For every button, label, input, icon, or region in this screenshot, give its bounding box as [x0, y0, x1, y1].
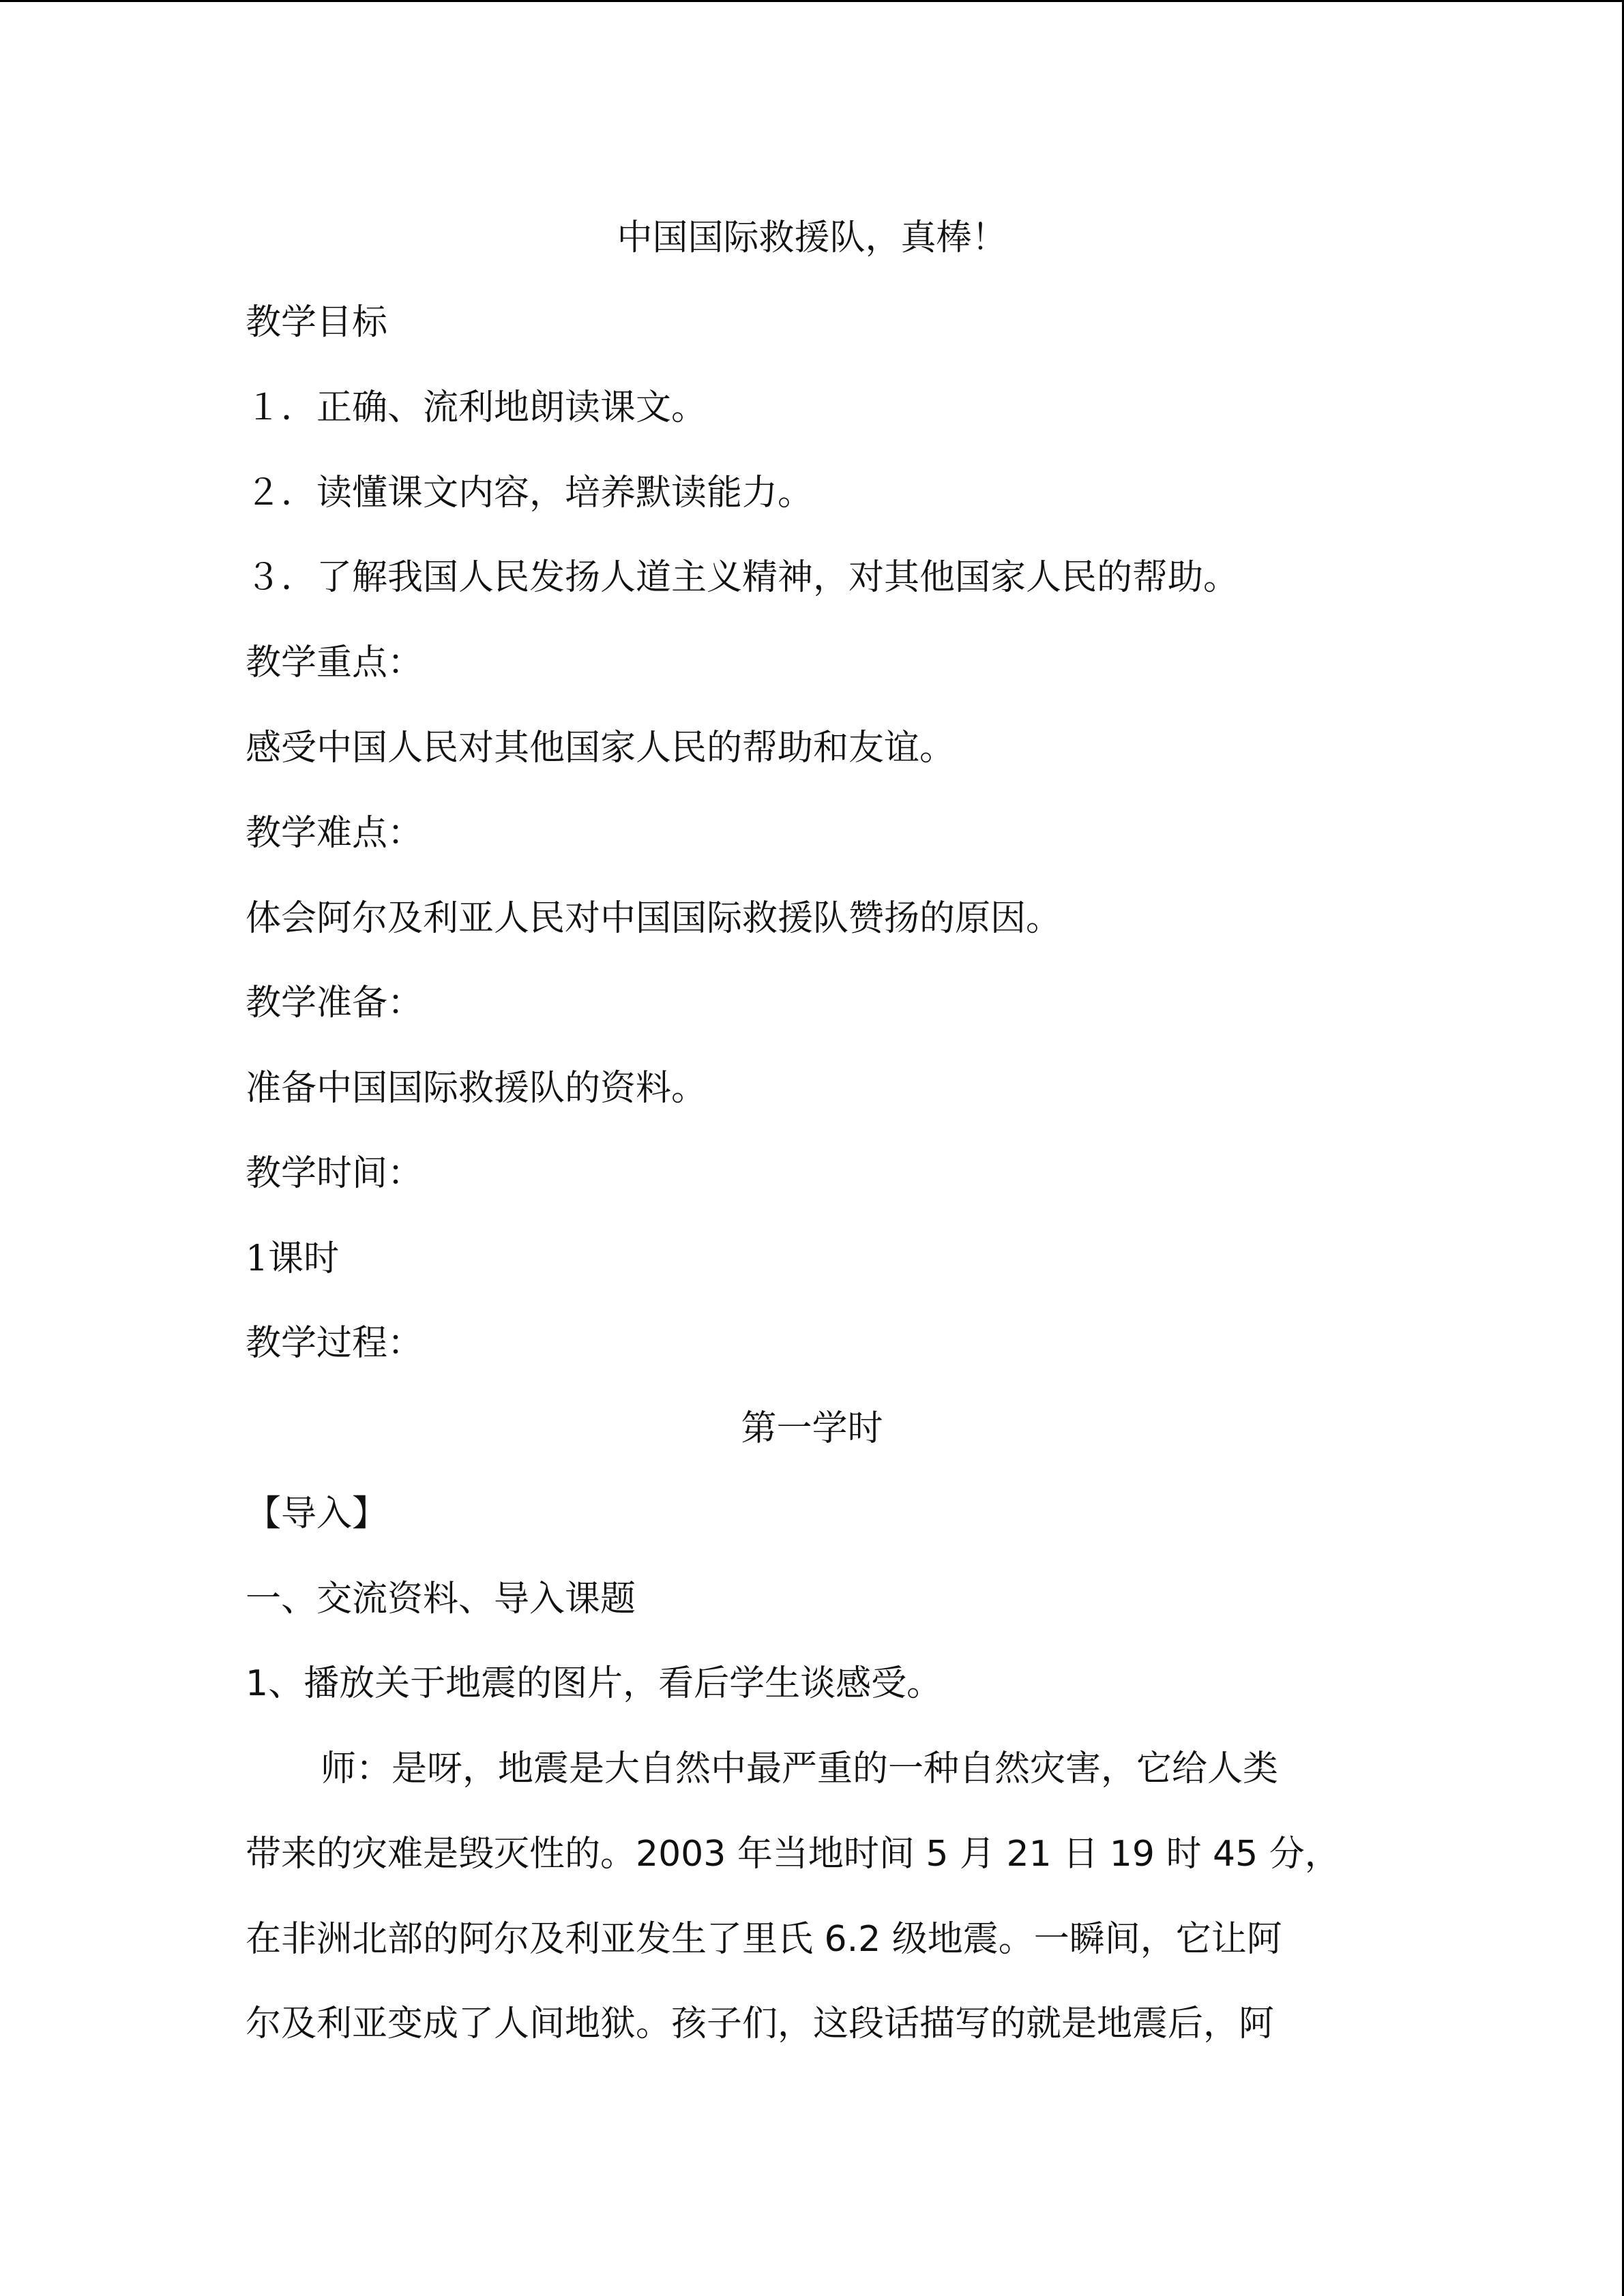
difficulty-heading: 教学难点： — [246, 813, 424, 854]
goal-item-2: ２．读懂课文内容，培养默读能力。 — [246, 473, 814, 513]
paragraph-line-1: 师：是呀，地震是大自然中最严重的一种自然灾害，它给人类 — [321, 1748, 1279, 1789]
step-one-text: 1、播放关于地震的图片，看后学生谈感受。 — [246, 1663, 943, 1704]
focus-heading: 教学重点： — [246, 642, 424, 683]
time-heading: 教学时间： — [246, 1153, 424, 1194]
goal-item-1: １．正确、流利地朗读课文。 — [246, 387, 707, 428]
session-heading: 第一学时 — [741, 1408, 883, 1449]
prep-text: 准备中国国际救援队的资料。 — [246, 1068, 707, 1109]
paragraph-line-4: 尔及利亚变成了人间地狱。孩子们，这段话描写的就是地震后，阿 — [246, 2003, 1275, 2044]
intro-heading: 【导入】 — [246, 1493, 388, 1534]
focus-text: 感受中国人民对其他国家人民的帮助和友谊。 — [246, 728, 956, 769]
difficulty-text: 体会阿尔及利亚人民对中国国际救援队赞扬的原因。 — [246, 898, 1062, 939]
paragraph-line-3: 在非洲北部的阿尔及利亚发生了里氏 6.2 级地震。一瞬间，它让阿 — [246, 1919, 1282, 1960]
page-top-border — [0, 0, 1624, 2]
goal-item-3: ３．了解我国人民发扬人道主义精神，对其他国家人民的帮助。 — [246, 557, 1239, 598]
process-heading: 教学过程： — [246, 1323, 424, 1364]
time-text: 1课时 — [246, 1238, 340, 1279]
paragraph-line-2: 带来的灾难是毁灭性的。2003 年当地时间 5 月 21 日 19 时 45 分， — [246, 1834, 1340, 1875]
document-title: 中国国际救援队，真棒！ — [617, 218, 1007, 258]
prep-heading: 教学准备： — [246, 983, 424, 1024]
goals-heading: 教学目标 — [246, 302, 388, 343]
section-one-heading: 一、交流资料、导入课题 — [246, 1579, 636, 1620]
